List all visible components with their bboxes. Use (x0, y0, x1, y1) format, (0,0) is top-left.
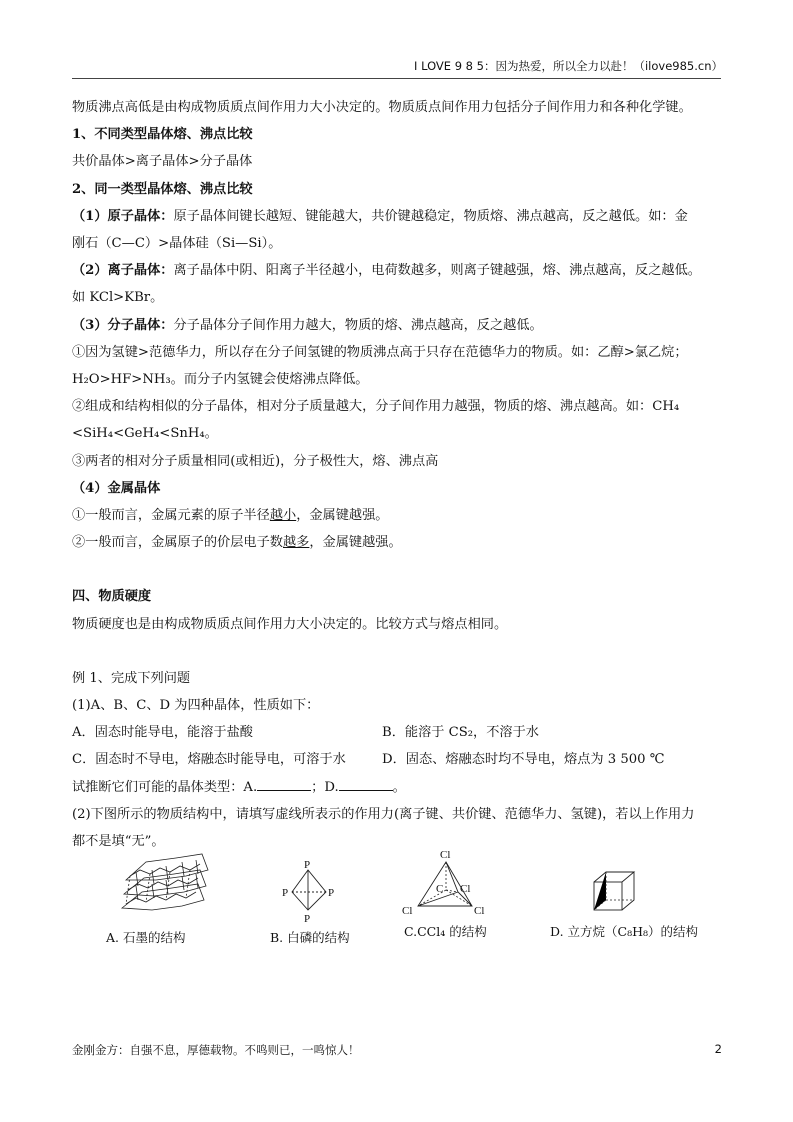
metal-point-2-underlined: 越多 (283, 535, 310, 551)
c-atom-center: C (436, 883, 444, 895)
option-b: B．能溶于 CS₂，不溶于水 (382, 725, 539, 741)
option-row-cd (72, 746, 722, 773)
ionic-crystal-text2: 如 KCl>KBr。 (72, 290, 164, 306)
ionic-crystal-text: 离子晶体中阴、阳离子半径越小，电荷数越多，则离子键越强，熔、沸点越高，反之越低。 (173, 263, 701, 279)
option-row-ab (72, 719, 722, 746)
header-rule (72, 78, 721, 79)
white-phosphorus-diagram (280, 858, 340, 928)
atomic-crystal-text: 原子晶体间键长越短、键能越大，共价键越稳定，物质熔、沸点越高，反之越低。如：金 (173, 208, 688, 224)
molecular-crystal-text: 分子晶体分子间作用力越大，物质的熔、沸点越高，反之越低。 (173, 317, 543, 333)
graphite-caption: A. 石墨的结构 (106, 930, 186, 945)
option-a: A．固态时能导电，能溶于盐酸 (72, 725, 253, 741)
cl-atom-right: Cl (474, 905, 485, 917)
section4-text: 物质硬度也是由构成物质质点间作用力大小决定的。比较方式与熔点相同。 (72, 616, 508, 632)
metal-point-1-pre: ①一般而言，金属元素的原子半径 (72, 508, 270, 524)
example-q2-a: (2)下图所示的物质结构中，请填写虚线所表示的作用力(离子键、共价键、范德华力、氢键)，若以上作用力 (72, 806, 695, 822)
infer-post: 。 (392, 779, 406, 795)
ionic-crystal-label: （2）离子晶体： (72, 263, 174, 279)
structure-figures (80, 846, 720, 946)
cl-atom-left: Cl (402, 905, 413, 917)
ionic-crystal-para (72, 257, 722, 284)
metal-point-2-post: ，金属键越强。 (309, 535, 402, 551)
metal-crystal-label: （4）金属晶体 (72, 480, 161, 496)
molecular-mass-point-b: <SiH₄<GeH₄<SnH₄。 (72, 426, 218, 442)
metal-point-2-pre: ②一般而言，金属原子的价层电子数 (72, 535, 283, 551)
molecular-mass-point-a: ②组成和结构相似的分子晶体，相对分子质量越大，分子间作用力越强，物质的熔、沸点越高。如：CH₄ (72, 399, 680, 415)
p-atom-left: P (282, 887, 289, 899)
ccl4-structure-diagram (400, 846, 490, 920)
page-footer (72, 1042, 722, 1058)
example-title: 例 1、完成下列问题 (72, 670, 191, 686)
atomic-crystal-para (72, 203, 722, 230)
cl-atom-right-mid: Cl (460, 883, 471, 895)
infer-mid: ；D. (311, 779, 339, 795)
hydrogen-bond-point-b: H₂O>HF>NH₃。而分子内氢键会使熔沸点降低。 (72, 372, 369, 388)
option-d: D．固态、熔融态时均不导电，熔点为 3 500 ℃ (382, 752, 665, 768)
graphite-structure-diagram (116, 850, 212, 920)
infer-pre: 试推断它们可能的晶体类型：A. (72, 779, 258, 795)
atomic-crystal-label: （1）原子晶体： (72, 208, 174, 224)
cubane-caption: D. 立方烷（C₈H₈）的结构 (550, 924, 699, 939)
page-header: I LOVE 9 8 5：因为热爱，所以全力以赴！（ilove985.cn） (414, 59, 723, 73)
example-q2-b: 都不是填“无”。 (72, 834, 165, 850)
infer-line (72, 774, 722, 801)
molecular-crystal-para (72, 312, 722, 339)
molecular-crystal-label: （3）分子晶体： (72, 317, 174, 333)
metal-point-2 (72, 529, 722, 556)
document-body (72, 94, 722, 855)
answer-blank-a[interactable] (257, 776, 311, 791)
intro-text: 物质沸点高低是由构成物质质点间作用力大小决定的。物质质点间作用力包括分子间作用力和各种化学键。 (72, 100, 692, 115)
answer-blank-d[interactable] (339, 776, 393, 791)
cl-atom-top: Cl (440, 849, 451, 861)
polarity-point: ③两者的相对分子质量相同(或相近)，分子极性大，熔、沸点高 (72, 453, 439, 469)
metal-point-1-post: ，金属键越强。 (296, 508, 389, 524)
section2-title: 2、同一类型晶体熔、沸点比较 (72, 181, 253, 197)
atomic-crystal-text2: 刚石（C—C）>晶体硅（Si—Si）。 (72, 236, 282, 252)
cubane-structure-diagram (590, 868, 640, 918)
p-atom-bottom: P (304, 913, 311, 925)
metal-point-1-underlined: 越小 (269, 508, 297, 524)
footer-motto: 金刚金方：自强不息，厚德载物。不鸣则已，一鸣惊人！ (72, 1043, 360, 1057)
white-phosphorus-caption: B. 白磷的结构 (270, 930, 350, 945)
metal-point-1 (72, 502, 722, 529)
section4-title: 四、物质硬度 (72, 589, 152, 605)
section1-title: 1、不同类型晶体熔、沸点比较 (72, 127, 253, 143)
p-atom-top: P (304, 859, 311, 871)
option-c: C．固态时不导电，熔融态时能导电，可溶于水 (72, 752, 346, 768)
section1-text: 共价晶体>离子晶体>分子晶体 (72, 154, 253, 170)
page-number: 2 (714, 1042, 722, 1056)
example-q1: (1)A、B、C、D 为四种晶体，性质如下： (72, 698, 320, 714)
p-atom-right: P (328, 887, 335, 899)
ccl4-caption: C.CCl₄ 的结构 (404, 924, 487, 939)
hydrogen-bond-point-a: ①因为氢键>范德华力，所以存在分子间氢键的物质沸点高于只存在范德华力的物质。如：乙醇>氯乙烷； (72, 344, 688, 360)
